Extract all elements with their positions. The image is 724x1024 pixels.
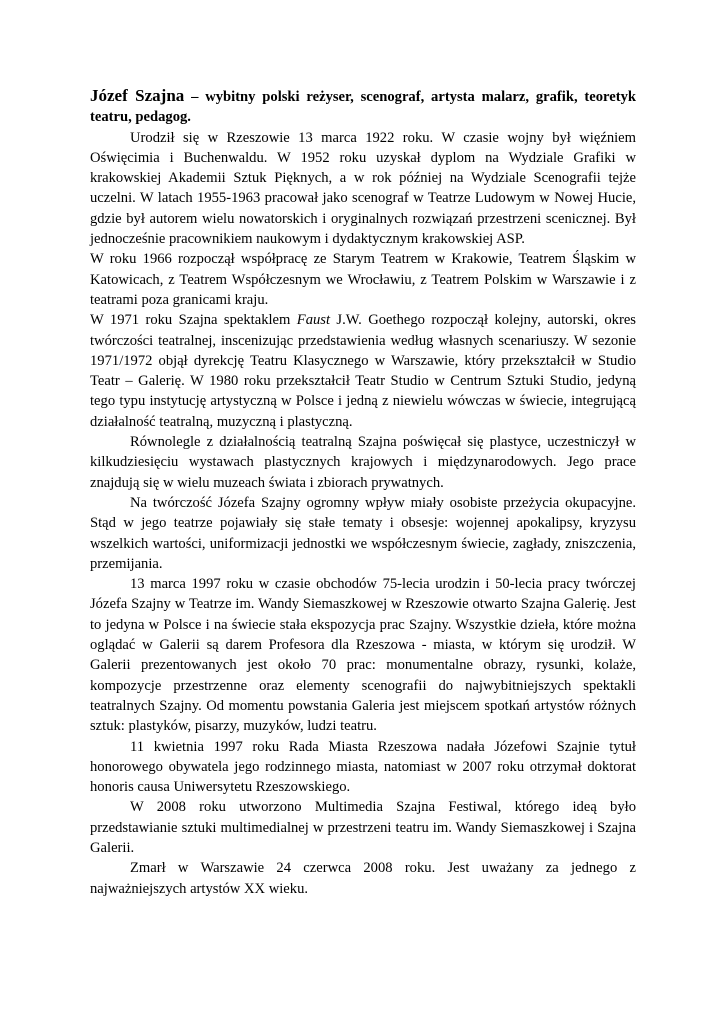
paragraph-themes: Na twórczość Józefa Szajny ogromny wpływ miały osobiste przeżycia okupacyjne. Stąd w jego teatrze pojawiały się stałe tematy i obsesje: wojennej apokalipsy, kryzysu wszelkich wartości, uniformizacji jednostki we współczesnym świecie, zagłady, zniszczenia, przemijania.: [90, 494, 636, 572]
paragraph-faust-rest: J.W. Goethego rozpoczął kolejny, autorski, okres twórczości teatralnej, inscenizując przedstawienia według własnych scenariuszy. W sezonie 1971/1972 objął dyrekcję Teatru Klasycznego w Warszawie, który przekształcił w Studio Teatr – Galerię. W 1980 roku przekształcił Teatr Studio w Centrum Sztuki Studio, jedyną tego typu instytucję artystyczną w Polsce i jedną z niewielu wówczas w świecie, integrującą działalność teatralną, muzyczną i plastyczną.: [90, 312, 636, 430]
paragraph-faust: [90, 310, 636, 432]
person-name: Józef Szajna: [90, 86, 185, 105]
paragraph-faust-start: W 1971 roku Szajna spektaklem: [90, 312, 297, 329]
paragraph-honors: 11 kwietnia 1997 roku Rada Miasta Rzeszowa nadała Józefowi Szajnie tytuł honorowego obywatela jego rodzinnego miasta, natomiast w 2007 roku otrzymał doktorat honoris causa Uniwersytetu Rzeszowskiego.: [90, 738, 636, 796]
paragraph-festival: W 2008 roku utworzono Multimedia Szajna Festiwal, którego ideą było przedstawianie sztuki multimedialnej w przestrzeni teatru im. Wandy Siemaszkowej i Szajna Galerii.: [90, 799, 636, 856]
paragraph-gallery: 13 marca 1997 roku w czasie obchodów 75-lecia urodzin i 50-lecia pracy twórczej Józefa Szajny w Teatrze im. Wandy Siemaszkowej w Rzeszowie otwarto Szajna Galerię. Jest to jedyna w Polsce i na świecie stała ekspozycja prac Szajny. Wszystkie dzieła, które można oglądać w Galerii są darem Profesora dla Rzeszowa - miasta, w którym się urodził. W Galerii prezentowanych jest około 70 prac: monumentalne obrazy, rysunki, kolaże, kompozycje przestrzenne oraz elementy scenografii do najwybitniejszych spektakli teatralnych Szajny. Od momentu powstania Galeria jest miejscem spotkań artystów różnych sztuk: plastyków, pisarzy, muzyków, ludzi teatru.: [90, 576, 636, 735]
person-description: – wybitny polski reżyser, scenograf, artysta malarz, grafik, teoretyk teatru, pedagog.: [90, 89, 636, 126]
faust-title: Faust: [296, 312, 331, 329]
paragraph-exhibitions: Równolegle z działalnością teatralną Szajna poświęcał się plastyce, uczestniczył w kilkudziesięciu wystawach plastycznych krajowych i międzynarodowych. Jego prace znajdują się w wielu muzeach świata i zbiorach prywatnych.: [90, 434, 636, 491]
document-heading: [90, 86, 636, 128]
paragraph-death: Zmarł w Warszawie 24 czerwca 2008 roku. Jest uważany za jednego z najważniejszych artystów XX wieku.: [90, 860, 636, 897]
paragraph-biography-early: Urodził się w Rzeszowie 13 marca 1922 roku. W czasie wojny był więźniem Oświęcimia i Buchenwaldu. W 1952 roku uzyskał dyplom na Wydziale Grafiki w krakowskiej Akademii Sztuk Pięknych, a w rok później na Wydziale Scenografii tejże uczelni. W latach 1955-1963 pracował jako scenograf w Teatrze Ludowym w Nowej Hucie, gdzie był autorem wielu nowatorskich i oryginalnych rozwiązań przestrzeni scenicznej. Był jednocześnie pracownikiem naukowym i dydaktycznym krakowskiej ASP.: [90, 129, 636, 248]
document-page: [90, 86, 636, 899]
paragraph-cooperation: W roku 1966 rozpoczął współpracę ze Starym Teatrem w Krakowie, Teatrem Śląskim w Katowicach, z Teatrem Współczesnym we Wrocławiu, z Teatrem Polskim w Warszawie i z teatrami poza granicami kraju.: [90, 251, 636, 308]
